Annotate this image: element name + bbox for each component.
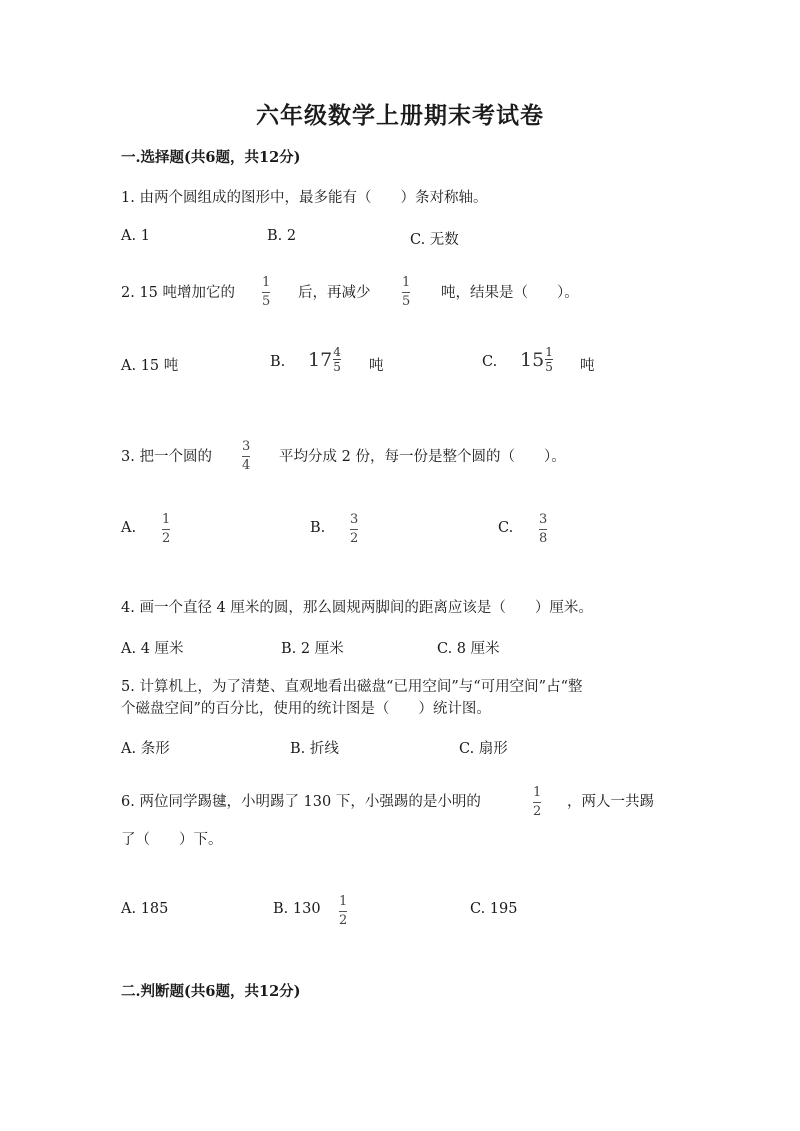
- fraction-denominator: 2: [533, 804, 542, 819]
- q6-option-b-label[interactable]: B. 130: [273, 901, 321, 917]
- fraction-numerator: 1: [162, 512, 171, 527]
- fraction-numerator: 3: [539, 512, 548, 527]
- question-2-text-a: 2. 15 吨增加它的: [121, 285, 236, 301]
- q5-option-b[interactable]: B. 折线: [290, 741, 339, 757]
- fraction-numerator: 1: [533, 785, 542, 800]
- fraction-bar: [162, 529, 170, 530]
- fraction-denominator: 5: [402, 294, 411, 309]
- question-6-text-b: ，两人一共踢: [567, 794, 654, 810]
- q2-option-b-unit: 吨: [369, 358, 384, 374]
- q2-option-c-unit: 吨: [580, 358, 595, 374]
- question-1-text: 1. 由两个圆组成的图形中，最多能有（ ）条对称轴。: [121, 190, 488, 206]
- fraction-numerator: 1: [545, 345, 553, 359]
- q4-option-c[interactable]: C. 8 厘米: [437, 641, 500, 657]
- question-2-text-c: 吨，结果是（ ）。: [441, 285, 579, 301]
- fraction-denominator: 4: [242, 458, 251, 473]
- mixed-fraction: [333, 346, 341, 373]
- q1-option-a[interactable]: A. 1: [121, 228, 150, 244]
- q3-option-a-label[interactable]: A.: [121, 520, 137, 536]
- fraction-denominator: 2: [339, 913, 348, 928]
- fraction-denominator: 2: [350, 531, 359, 546]
- fraction-denominator: 5: [333, 360, 341, 374]
- q3-option-a-fraction: [162, 513, 170, 546]
- question-2-text-b: 后，再减少: [298, 285, 371, 301]
- q6-option-a[interactable]: A. 185: [121, 901, 169, 917]
- fraction-numerator: 1: [402, 275, 411, 290]
- question-5-line-1: 5. 计算机上，为了清楚、直观地看出磁盘“已用空间”与“可用空间”占“整: [121, 679, 583, 695]
- fraction-bar: [402, 292, 410, 293]
- section-heading-judgement: 二.判断题(共6题，共12分): [121, 983, 301, 1000]
- q4-option-b[interactable]: B. 2 厘米: [281, 641, 344, 657]
- fraction-numerator: 3: [242, 439, 251, 454]
- fraction-numerator: 3: [350, 512, 359, 527]
- question-3-text-b: 平均分成 2 份，每一份是整个圆的（ ）。: [279, 449, 566, 465]
- q3-option-b-fraction: [350, 513, 358, 546]
- question-6-fraction: [533, 786, 541, 819]
- q2-option-c-label[interactable]: C.: [482, 354, 498, 370]
- fraction-denominator: 8: [539, 531, 548, 546]
- fraction-denominator: 5: [262, 294, 271, 309]
- question-3-fraction: [242, 440, 250, 473]
- fraction-bar: [539, 529, 547, 530]
- q1-option-b[interactable]: B. 2: [267, 228, 297, 244]
- q6-option-c[interactable]: C. 195: [470, 901, 518, 917]
- q2-option-b-label[interactable]: B.: [270, 354, 286, 370]
- fraction-numerator: 1: [262, 275, 271, 290]
- mixed-whole: 17: [308, 348, 333, 371]
- fraction-denominator: 5: [545, 360, 553, 374]
- question-4-text: 4. 画一个直径 4 厘米的圆，那么圆规两脚间的距离应该是（ ）厘米。: [121, 600, 593, 616]
- question-3-text-a: 3. 把一个圆的: [121, 449, 212, 465]
- page-title: 六年级数学上册期末考试卷: [256, 102, 544, 129]
- question-2-fraction-1: [262, 276, 270, 309]
- fraction-numerator: 1: [339, 894, 348, 909]
- mixed-whole: 15: [520, 348, 545, 371]
- question-6-text-a: 6. 两位同学踢毽，小明踢了 130 下，小强踢的是小明的: [121, 794, 481, 810]
- q6-option-b-fraction: [339, 895, 347, 928]
- q5-option-a[interactable]: A. 条形: [121, 741, 170, 757]
- fraction-bar: [350, 529, 358, 530]
- fraction-bar: [262, 292, 270, 293]
- q3-option-c-label[interactable]: C.: [498, 520, 514, 536]
- fraction-bar: [533, 802, 541, 803]
- fraction-bar: [339, 911, 347, 912]
- mixed-fraction: [545, 346, 553, 373]
- q2-option-c-mixed-number: [520, 346, 553, 373]
- q2-option-a[interactable]: A. 15 吨: [121, 358, 179, 374]
- section-heading-choice: 一.选择题(共6题，共12分): [121, 149, 301, 166]
- q3-option-b-label[interactable]: B.: [310, 520, 326, 536]
- q2-option-b-mixed-number: [308, 346, 341, 373]
- question-5-line-2: 个磁盘空间”的百分比，使用的统计图是（ ）统计图。: [121, 701, 491, 717]
- question-6-line-2: 了（ ）下。: [121, 832, 223, 848]
- question-2-fraction-2: [402, 276, 410, 309]
- q5-option-c[interactable]: C. 扇形: [459, 741, 508, 757]
- q4-option-a[interactable]: A. 4 厘米: [121, 641, 184, 657]
- fraction-bar: [242, 456, 250, 457]
- fraction-numerator: 4: [333, 345, 341, 359]
- fraction-denominator: 2: [162, 531, 171, 546]
- q1-option-c[interactable]: C. 无数: [410, 232, 459, 248]
- q3-option-c-fraction: [539, 513, 547, 546]
